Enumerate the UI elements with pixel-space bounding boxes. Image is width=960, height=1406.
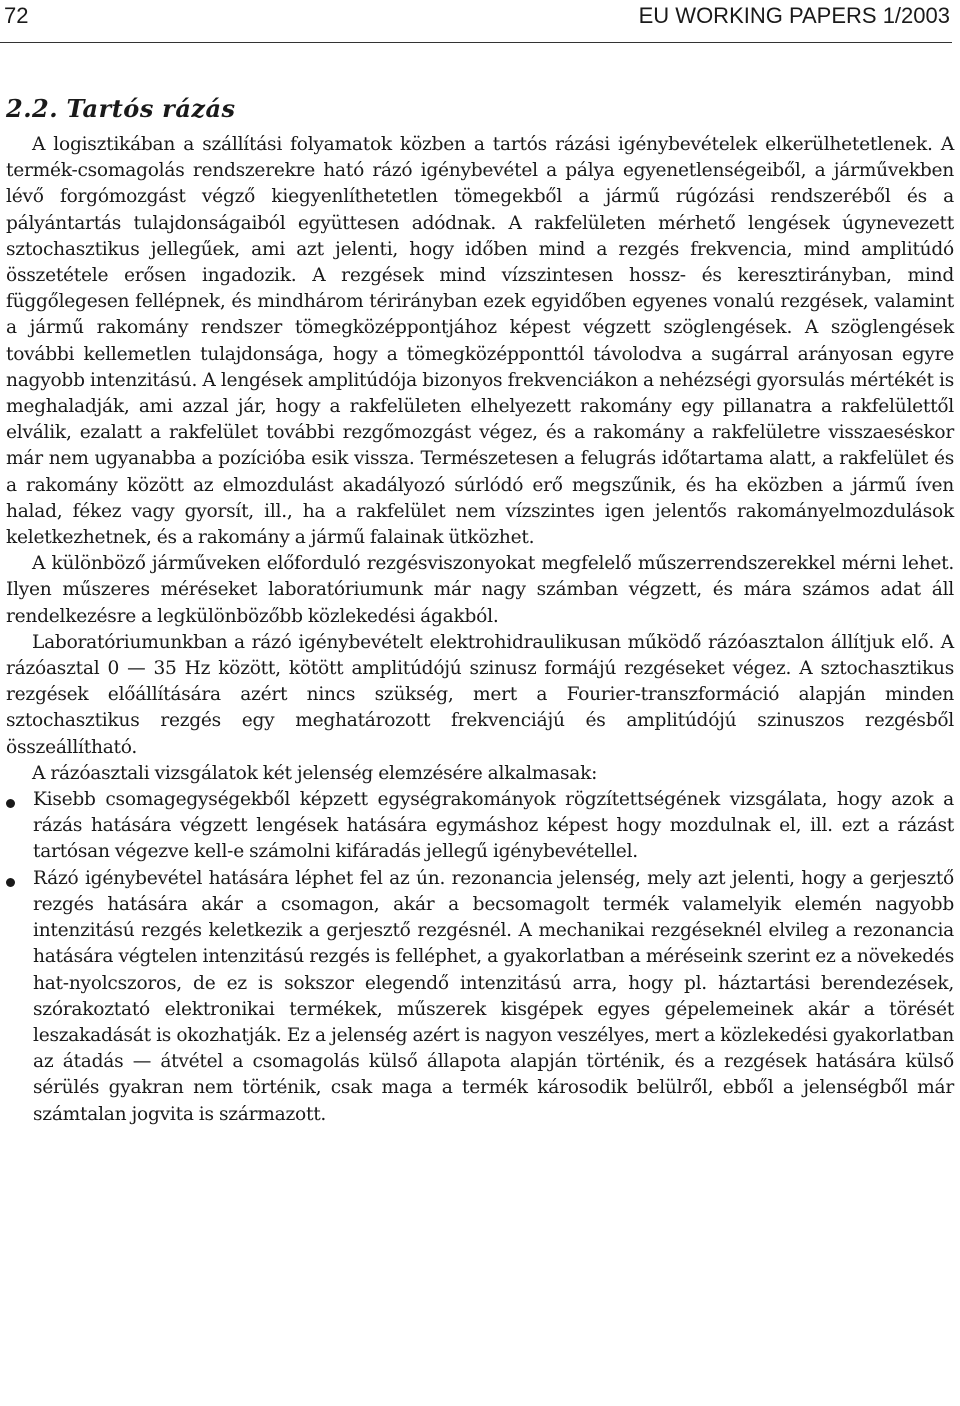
list-item-text: Kisebb csomagegységekből képzett egységrakományok rögzítettségének vizsgálata, hogy azok a rázás hatására végzett lengések hatására egymáshoz képest hogy mozdulnak el, ill. ezt a rázást tartósan végezve kell-e számolni kifáradás jellegű igénybevétellel.	[33, 789, 954, 863]
running-title: EU WORKING PAPERS 1/2003	[638, 3, 950, 28]
document-body	[6, 94, 954, 1128]
list-item	[6, 866, 954, 1128]
paragraph: Laboratóriumunkban a rázó igénybevételt elektrohidraulikusan működő rázóasztalon állítjuk elő. A rázóasztal 0 — 35 Hz között, kötött amplitúdójú szinusz formájú rezgéseket végez. A sztochasztikus rezgések előállítására azért nincs szükség, mert a Fourier-transzformáció alapján minden sztochasztikus rezgés egy meghatározott frekvenciájú és amplitúdójú szinuszos rezgésből összeállítható.	[6, 631, 954, 758]
bullet-icon	[6, 878, 15, 887]
page-number: 72	[4, 3, 29, 28]
paragraph: A logisztikában a szállítási folyamatok közben a tartós rázási igénybevételek elkerülhetetlenek. A termék-csomagolás rendszerekre ható rázó igénybevétel a pálya egyenetlenségeiből, a járművekben lévő forgómozgást végző kiegyenlíthetetlen tömegekből a jármű rúgózási rendszeréből és a pályántartás tulajdonságaiból együttesen adódnak. A rakfelületen mérhető lengések úgynevezett sztochasztikus jellegűek, ami azt jelenti, hogy időben mind a rezgés frekvencia, mind amplitúdó összetétele erősen ingadozik. A rezgések mind vízszintesen hossz- és keresztirányban, mind függőlegesen fellépnek, és mindhárom térirányban ezek egyidőben egyenes vonalú rezgések, valamint a jármű rakomány rendszer tömegközéppontjához képest végzett szöglengések. A szöglengések további kellemetlen tulajdonsága, hogy a tömegközépponttól távolodva a sugárral arányosan egyre nagyobb intenzitású. A lengések amplitúdója bizonyos frekvenciákon a nehézségi gyorsulás mértékét is meghaladják, ami azzal jár, hogy a rakfelületen elhelyezett rakomány egy pillanatra a rakfelülettől elválik, ezalatt a rakfelület további rezgőmozgást végez, és a rakomány a rakfelületre visszaeséskor már nem ugyanabba a pozícióba esik vissza. Természetesen a felugrás időtartama alatt, a rakfelület és a rakomány között az elmozdulást akadályozó súrlódó erő megszűnik, és ha eközben a jármű íven halad, fékez vagy gyorsít, ill., ha a rakfelület nem vízszintes igen jelentős rakományelmozdulások keletkezhetnek, és a rakomány a jármű falainak ütközhet.	[6, 134, 954, 549]
list-item-text: Rázó igénybevétel hatására léphet fel az ún. rezonancia jelenség, mely azt jelenti, hogy a gerjesztő rezgés hatására akár a csomagon, akár a becsomagolt termék valamelyik elemén nagyobb intenzitású rezgés keletkezik a gerjesztő rezgésnél. A mechanikai rezgéseknél elvileg a rezonancia hatására végtelen intenzitású rezgés is felléphet, a gyakorlatban a méréseink szerint ez a növekedés hat-nyolcszoros, de ez is sokszor elegendő intenzitású arra, hogy pl. háztartási berendezések, szórakoztató elektronikai termékek, műszerek kisgépek egyes gépelemeinek akár a törését leszakadását is okozhatják. Ez a jelenség azért is nagyon veszélyes, mert a közlekedési gyakorlatban az átadás — átvétel a csomagolás külső állapota alapján történik, és a rezgések hatására külső sérülés gyakran nem történik, csak maga a termék károsodik belülről, ebből a jelenségből már számtalan jogvita is származott.	[33, 867, 954, 1125]
bullet-icon	[6, 799, 15, 808]
list-item	[6, 787, 954, 866]
list-intro: A rázóasztali vizsgálatok két jelenség elemzésére alkalmasak:	[32, 762, 598, 784]
paragraph: A különböző járműveken előforduló rezgésviszonyokat megfelelő műszerrendszerekkel mérni lehet. Ilyen műszeres méréseket laboratóriumunk már nagy számban végzett, és mára számos adat áll rendelkezésre a legkülönbözőbb közlekedési ágakból.	[6, 553, 954, 627]
page-header	[0, 0, 952, 43]
section-heading: 2.2. Tartós rázás	[6, 94, 236, 123]
bullet-list	[6, 787, 954, 1128]
